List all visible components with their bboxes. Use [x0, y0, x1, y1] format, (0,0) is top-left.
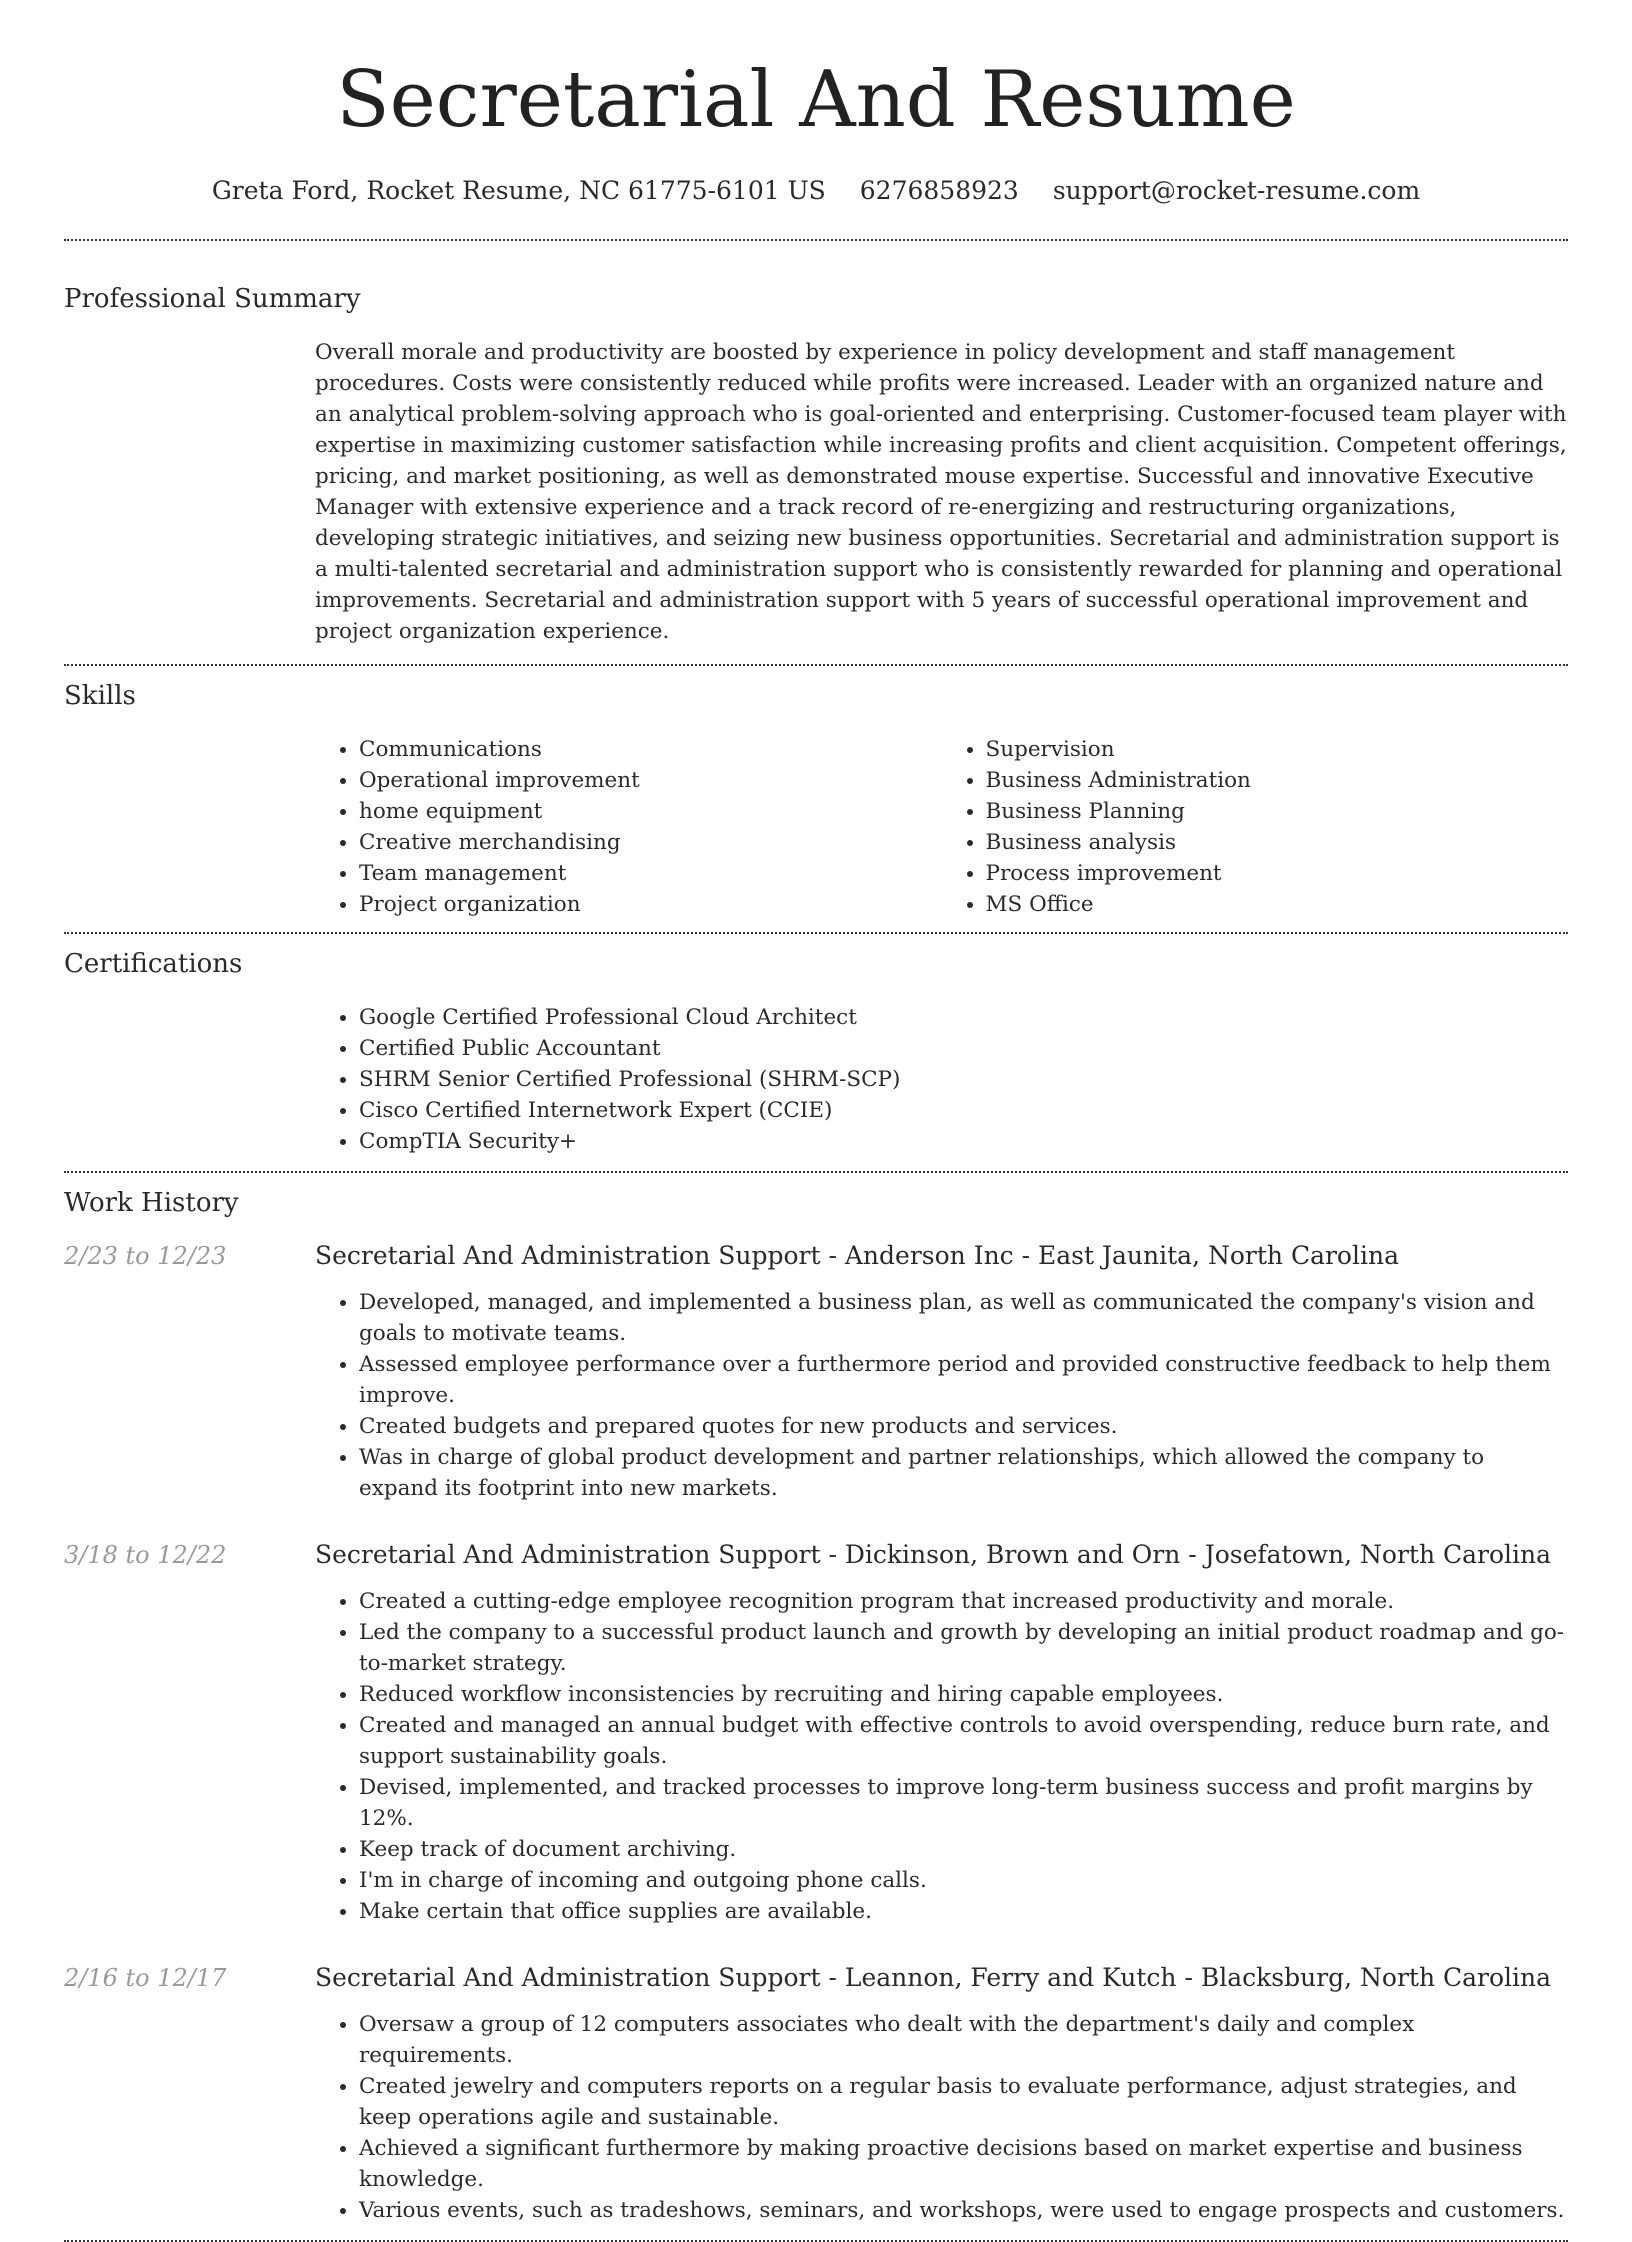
summary-title: Professional Summary	[64, 284, 361, 314]
skill-item: • home equipment	[359, 796, 942, 827]
skills-list-left	[315, 734, 942, 920]
skill-item: • Operational improvement	[359, 765, 942, 796]
skill-item: • Team management	[359, 858, 942, 889]
job-bullet: • Created a cutting-edge employee recognition program that increased productivity and morale.	[359, 1586, 1568, 1617]
certifications-list	[315, 1002, 1568, 1157]
job-bullet: • Created and managed an annual budget with effective controls to avoid overspending, reduce burn rate, and support sustainability goals.	[359, 1710, 1568, 1772]
skill-item: • Communications	[359, 734, 942, 765]
certifications-section	[64, 934, 1568, 1171]
job-bullets	[315, 1586, 1568, 1927]
job-bullet: • I'm in charge of incoming and outgoing phone calls.	[359, 1865, 1568, 1896]
job-title: Secretarial And Administration Support - Leannon, Ferry and Kutch - Blacksburg, North Carolina	[315, 1963, 1552, 1992]
skills-section	[64, 666, 1568, 932]
resume-header	[64, 0, 1568, 205]
job-bullet: • Reduced workflow inconsistencies by recruiting and hiring capable employees.	[359, 1679, 1568, 1710]
job-bullet: • Achieved a significant furthermore by making proactive decisions based on market expertise and business knowledge.	[359, 2133, 1568, 2195]
summary-text: Overall morale and productivity are boosted by experience in policy development and staff management procedures. Costs were consistently reduced while profits were increased. Leader with an organized nature and an analytical problem-solving approach who is goal-oriented and enterprising. Customer-focused team player with expertise in maximizing customer satisfaction while increasing profits and client acquisition. Competent offerings, pricing, and market positioning, as well as demonstrated mouse expertise. Successful and innovative Executive Manager with extensive experience and a track record of re-energizing and restructuring organizations, developing strategic initiatives, and seizing new business opportunities. Secretarial and administration support is a multi-talented secretarial and administration support who is consistently rewarded for planning and operational improvements. Secretarial and administration support with 5 years of successful operational improvement and project organization experience.	[315, 340, 1567, 644]
job-bullet: • Led the company to a successful product launch and growth by developing an initial product roadmap and go-to-market strategy.	[359, 1617, 1568, 1679]
job-bullet: • Various events, such as tradeshows, seminars, and workshops, were used to engage prospects and customers.	[359, 2195, 1568, 2226]
job-title: Secretarial And Administration Support - Dickinson, Brown and Orn - Josefatown, North Carolina	[315, 1540, 1552, 1569]
skill-item: • MS Office	[986, 889, 1569, 920]
skill-item: • Process improvement	[986, 858, 1569, 889]
job-date: 3/18 to 12/22	[64, 1541, 227, 1569]
work-history-section	[64, 1173, 1568, 2240]
skills-grid	[315, 734, 1568, 920]
job-entry	[64, 1961, 1568, 2226]
certification-item: • Certified Public Accountant	[359, 1033, 1568, 1064]
contact-email: support@rocket-resume.com	[1052, 176, 1421, 205]
job-body	[315, 1538, 1568, 1927]
skill-item: • Creative merchandising	[359, 827, 942, 858]
job-bullet: • Make certain that office supplies are available.	[359, 1896, 1568, 1927]
certification-item: • Google Certified Professional Cloud Architect	[359, 1002, 1568, 1033]
certifications-title: Certifications	[64, 949, 243, 979]
job-bullets	[315, 2009, 1568, 2226]
skill-item: • Project organization	[359, 889, 942, 920]
job-bullet: • Developed, managed, and implemented a business plan, as well as communicated the company's vision and goals to motivate teams.	[359, 1287, 1568, 1349]
job-bullet: • Keep track of document archiving.	[359, 1834, 1568, 1865]
job-body	[315, 1961, 1568, 2226]
summary-section	[64, 241, 1568, 664]
resume-name: Secretarial And Resume	[336, 55, 1296, 145]
job-bullet: • Oversaw a group of 12 computers associates who dealt with the department's daily and complex requirements.	[359, 2009, 1568, 2071]
job-entry	[64, 1538, 1568, 1927]
certification-item: • SHRM Senior Certified Professional (SHRM-SCP)	[359, 1064, 1568, 1095]
skills-title: Skills	[64, 681, 136, 711]
contact-phone: 6276858923	[859, 176, 1019, 205]
skills-list-right	[942, 734, 1569, 920]
job-bullets	[315, 1287, 1568, 1504]
job-body	[315, 1239, 1568, 1504]
job-bullet: • Devised, implemented, and tracked processes to improve long-term business success and profit margins by 12%.	[359, 1772, 1568, 1834]
work-history-title: Work History	[64, 1188, 239, 1218]
skill-item: • Supervision	[986, 734, 1569, 765]
job-entry	[64, 1239, 1568, 1504]
job-bullet: • Assessed employee performance over a furthermore period and provided constructive feedback to help them improve.	[359, 1349, 1568, 1411]
certification-item: • CompTIA Security+	[359, 1126, 1568, 1157]
job-date: 2/23 to 12/23	[64, 1242, 227, 1270]
skill-item: • Business Planning	[986, 796, 1569, 827]
contact-line	[64, 176, 1568, 205]
skill-item: • Business analysis	[986, 827, 1569, 858]
job-bullet: • Was in charge of global product development and partner relationships, which allowed the company to expand its footprint into new markets.	[359, 1442, 1568, 1504]
job-date: 2/16 to 12/17	[64, 1964, 227, 1992]
certifications-content	[315, 1002, 1568, 1157]
certification-item: • Cisco Certified Internetwork Expert (CCIE)	[359, 1095, 1568, 1126]
skill-item: • Business Administration	[986, 765, 1569, 796]
contact-address: Greta Ford, Rocket Resume, NC 61775-6101 US	[211, 176, 826, 205]
job-title: Secretarial And Administration Support - Anderson Inc - East Jaunita, North Carolina	[315, 1241, 1399, 1270]
job-bullet: • Created jewelry and computers reports on a regular basis to evaluate performance, adjust strategies, and keep operations agile and sustainable.	[359, 2071, 1568, 2133]
job-bullet: • Created budgets and prepared quotes for new products and services.	[359, 1411, 1568, 1442]
